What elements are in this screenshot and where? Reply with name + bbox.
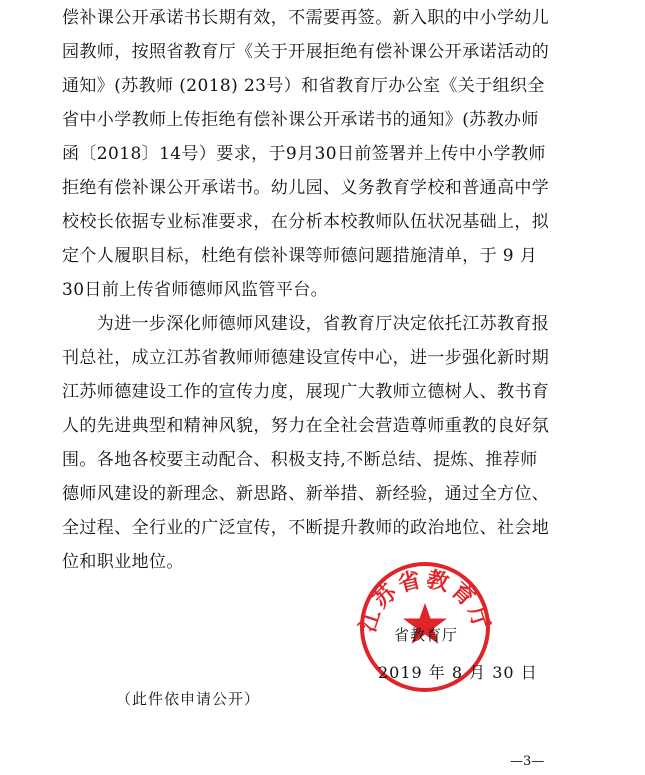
body-text-line: 围。各地各校要主动配合、积极支持,不断总结、提炼、推荐师: [62, 450, 538, 470]
body-text-line: 省中小学教师上传拒绝有偿补课公开承诺书的通知》(苏教办师: [62, 110, 539, 130]
body-text-line: 园教师，按照省教育厅《关于开展拒绝有偿补课公开承诺活动的: [62, 42, 550, 62]
page-number: —3—: [510, 754, 545, 769]
body-text-line: 位和职业地位。: [62, 552, 184, 572]
body-text-line: 定个人履职目标，杜绝有偿补课等师德问题措施清单，于 9 月: [62, 246, 538, 266]
signature-date: 2019 年 8 月 30 日: [378, 663, 538, 682]
body-text-line: 为进一步深化师德师风建设，省教育厅决定依托江苏教育报: [62, 314, 550, 334]
body-text-line: 通知》(苏教师 (2018) 23号）和省教育厅办公室《关于组织全: [62, 76, 545, 96]
body-text-line: 校校长依据专业标准要求，在分析本校教师队伍状况基础上，拟: [62, 212, 550, 232]
body-text-line: 偿补课公开承诺书长期有效，不需要再签。新入职的中小学幼儿: [62, 8, 550, 28]
publication-note: （此件依申请公开）: [116, 690, 261, 708]
body-text-line: 函〔2018〕14号）要求，于9月30日前签署并上传中小学教师: [62, 144, 546, 164]
body-text-line: 刊总社，成立江苏省教师师德建设宣传中心，进一步强化新时期: [62, 348, 550, 368]
body-text-line: 拒绝有偿补课公开承诺书。幼儿园、义务教育学校和普通高中学: [62, 178, 550, 198]
signer-name: 省教育厅: [394, 626, 459, 644]
seal-text: 江苏省教育厅: [354, 566, 496, 636]
body-text-line: 江苏师德建设工作的宣传力度，展现广大教师立德树人、教书育: [62, 382, 550, 402]
body-text-line: 人的先进典型和精神风貌，努力在全社会营造尊师重教的良好氛: [62, 416, 550, 436]
body-text-line: 30日前上传省师德师风监管平台。: [62, 280, 329, 300]
body-text-line: 全过程、全行业的广泛宣传，不断提升教师的政治地位、社会地: [62, 518, 550, 538]
body-text-line: 德师风建设的新理念、新思路、新举措、新经验，通过全方位、: [62, 484, 550, 504]
